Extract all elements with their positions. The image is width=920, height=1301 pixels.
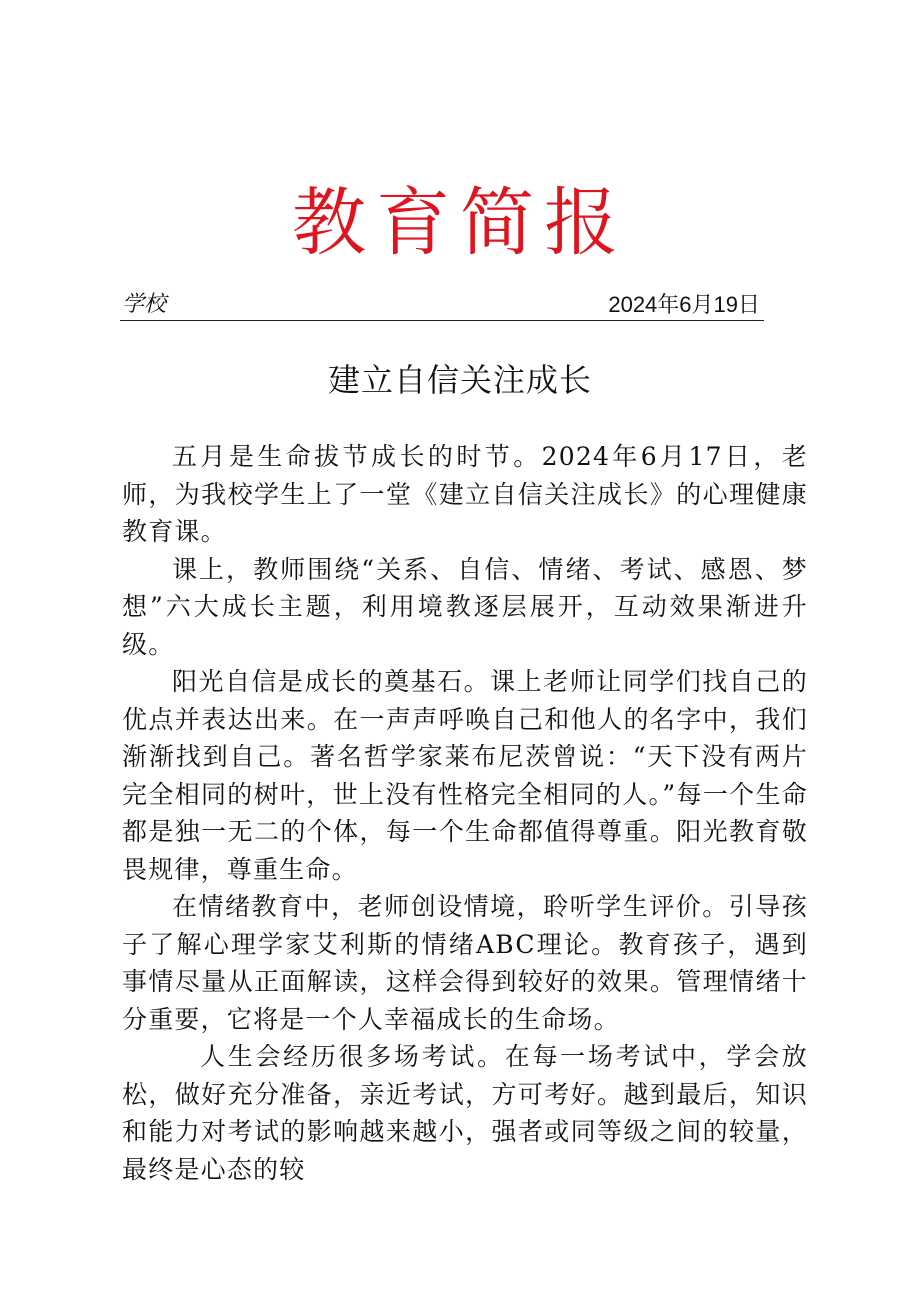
article-body xyxy=(122,438,808,1188)
paragraph: 人生会经历很多场考试。在每一场考试中，学会放松，做好充分准备，亲近考试，方可考好。越到最后，知识和能力对考试的影响越来越小，强者或同等级之间的较量，最终是心态的较 xyxy=(122,1042,808,1184)
info-line xyxy=(120,290,764,321)
issue-date: 2024年6月19日 xyxy=(608,292,760,317)
masthead-title: 教育简报 xyxy=(292,180,628,266)
paragraph: 课上，教师围绕“关系、自信、情绪、考试、感恩、梦想”六大成长主题，利用境教逐层展开，互动效果渐进升级。 xyxy=(122,554,808,659)
paragraph: 五月是生命拔节成长的时节。2024年6月17日，老师，为我校学生上了一堂《建立自信关注成长》的心理健康教育课。 xyxy=(122,442,808,546)
paragraph: 在情绪教育中，老师创设情境，聆听学生评价。引导孩子了解心理学家艾利斯的情绪ABC理论。教育孩子，遇到事情尽量从正面解读，这样会得到较好的效果。管理情绪十分重要，它将是一个人幸福成长的生命场。 xyxy=(122,892,808,1034)
paragraph: 阳光自信是成长的奠基石。课上老师让同学们找自己的优点并表达出来。在一声声呼唤自己和他人的名字中，我们渐渐找到自己。著名哲学家莱布尼茨曾说：“天下没有两片完全相同的树叶，世上没有性格完全相同的人。”每一个生命都是独一无二的个体，每一个生命都值得尊重。阳光教育敬畏规律，尊重生命。 xyxy=(122,667,808,884)
article-title: 建立自信关注成长 xyxy=(327,361,592,399)
school-label: 学校 xyxy=(122,292,167,317)
